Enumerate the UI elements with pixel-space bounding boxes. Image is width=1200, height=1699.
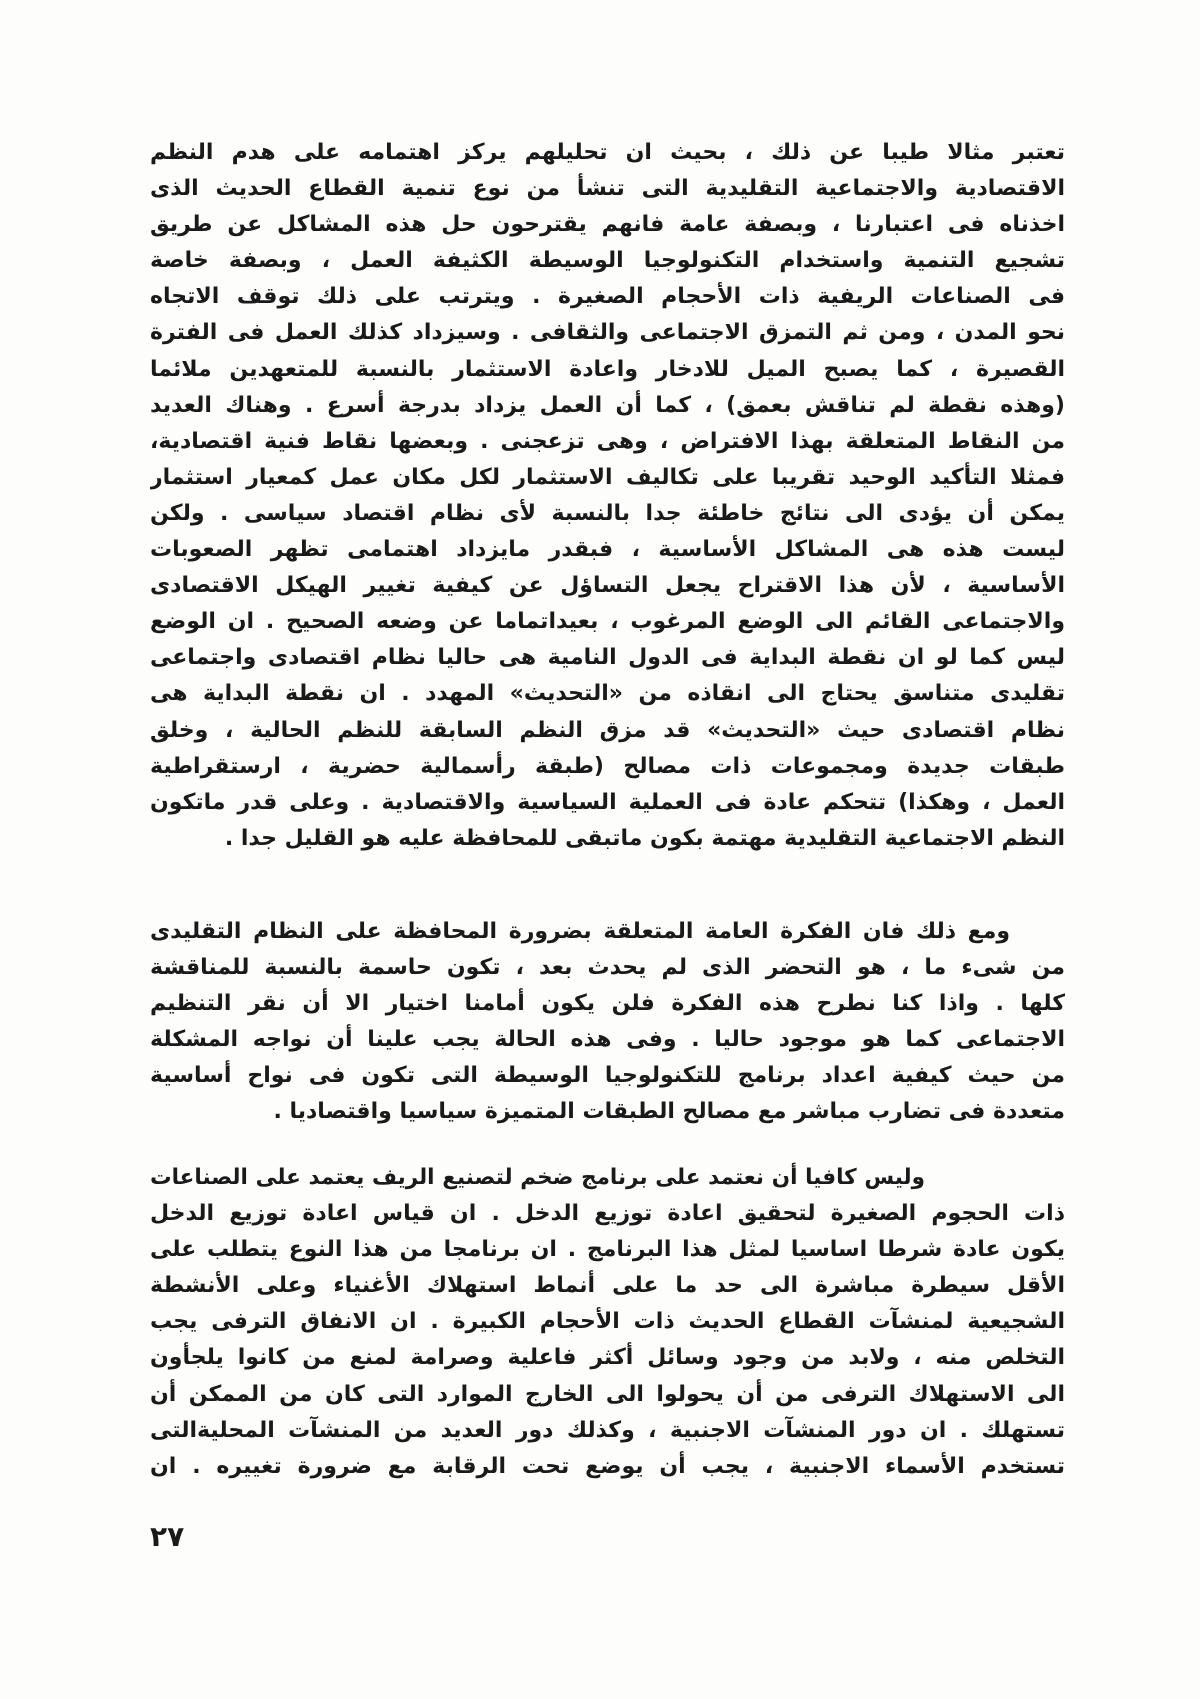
text-line: طبقات جديدة ومجموعات ذات مصالح (طبقة رأسمالية حضرية ، ارستقراطية <box>150 753 1065 779</box>
text-line: القصيرة ، كما يصبح الميل للادخار واعادة الاستثمار بالنسبة للمتعهدين ملائما <box>150 356 1065 382</box>
text-line: نحو المدن ، ومن ثم التمزق الاجتماعى والثقافى . وسيزداد كذلك العمل فى الفترة <box>150 320 1065 346</box>
text-line: تقليدى متناسق يحتاج الى انقاذه من «التحديث» المهدد . ان نقطة البداية هى <box>150 681 1065 707</box>
text-line: التخلص منه ، ولابد من وجود وسائل أكثر فاعلية وصرامة لمنع من كانوا يلجأون <box>150 1345 1065 1371</box>
text-line: الأساسية ، لأن هذا الاقتراح يجعل التساؤل عن كيفية تغيير الهيكل الاقتصادى <box>150 573 1065 599</box>
text-line: الأقل سيطرة مباشرة الى حد ما على أنماط استهلاك الأغنياء وعلى الأنشطة <box>150 1273 1065 1299</box>
text-line: (وهذه نقطة لم تناقش بعمق) ، كما أن العمل يزداد بدرجة أسرع . وهناك العديد <box>150 392 1065 418</box>
text-line: تستهلك . ان دور المنشآت الاجنبية ، وكذلك دور العديد من المنشآت المحليةالتى <box>150 1417 1065 1443</box>
text-line: كلها . واذا كنا نطرح هذه الفكرة فلن يكون أمامنا اختيار الا أن نقر التنظيم <box>150 991 1065 1017</box>
text-line: وليس كافيا أن نعتمد على برنامج ضخم لتصنيع الريف يعتمد على الصناعات <box>150 1165 925 1190</box>
text-line: العمل ، وهكذا) تتحكم عادة فى العملية السياسية والاقتصادية . وعلى قدر ماتكون <box>150 789 1065 815</box>
text-line: يمكن أن يؤدى الى نتائج خاطئة جدا بالنسبة لأى نظام اقتصاد سياسى . ولكن <box>150 500 1065 526</box>
text-line: من شىء ما ، هو التحضر الذى لم يحدث بعد ، تكون حاسمة بالنسبة للمناقشة <box>150 955 1065 981</box>
text-line: يكون عادة شرطا اساسيا لمثل هذا البرنامج . ان برنامجا من هذا النوع يتطلب على <box>150 1237 1065 1263</box>
text-line: النظم الاجتماعية التقليدية مهتمة بكون ماتبقى للمحافظة عليه هو القليل جدا . <box>224 825 1065 851</box>
paragraph-2 <box>150 914 1065 1131</box>
text-line: اخذناه فى اعتبارنا ، وبصفة عامة فانهم يقترحون حل هذه المشاكل عن طريق <box>150 212 1065 238</box>
text-line: الى الاستهلاك الترفى من أن يحولوا الى الخارج الموارد التى كان من الممكن أن <box>150 1381 1065 1407</box>
text-line: ومع ذلك فان الفكرة العامة المتعلقة بضرورة المحافظة على النظام التقليدى <box>150 919 1010 944</box>
text-line: تستخدم الأسماء الاجنبية ، يجب أن يوضع تحت الرقابة مع ضرورة تغييره . ان <box>150 1453 1065 1479</box>
text-line: فى الصناعات الريفية ذات الأحجام الصغيرة . ويترتب على ذلك توقف الاتجاه <box>150 284 1065 310</box>
paragraph-3 <box>150 1160 1065 1485</box>
text-line: من حيث كيفية اعداد برنامج للتكنولوجيا الوسيطة التى تكون فى نواح أساسية <box>150 1063 1065 1089</box>
text-line: الاجتماعى كما هو موجود حاليا . وفى هذه الحالة يجب علينا أن نواجه المشكلة <box>150 1027 1065 1053</box>
text-line: ذات الحجوم الصغيرة لتحقيق اعادة توزيع الدخل . ان قياس اعادة توزيع الدخل <box>150 1201 1065 1227</box>
text-line: الاقتصادية والاجتماعية التقليدية التى تنشأ من نوع تنمية القطاع الحديث الذى <box>150 176 1065 202</box>
text-line: ليس كما لو ان نقطة البداية فى الدول النامية هى حاليا نظام اقتصادى واجتماعى <box>150 645 1065 671</box>
text-line: تشجيع التنمية واستخدام التكنولوجيا الوسيطة الكثيفة العمل ، وبصفة خاصة <box>150 248 1065 274</box>
text-line: الشجيعية لمنشآت القطاع الحديث ذات الأحجام الكبيرة . ان الانفاق الترفى يجب <box>150 1309 1065 1335</box>
text-line: والاجتماعى القائم الى الوضع المرغوب ، بعيداتماما عن وضعه الصحيح . ان الوضع <box>150 609 1065 635</box>
text-line: نظام اقتصادى حيث «التحديث» قد مزق النظم السابقة للنظم الحالية ، وخلق <box>150 717 1065 743</box>
text-line: من النقاط المتعلقة بهذا الافتراض ، وهى تزعجنى . وبعضها نقاط فنية اقتصادية، <box>150 428 1065 454</box>
text-line: متعددة فى تضارب مباشر مع مصالح الطبقات المتميزة سياسيا واقتصاديا . <box>273 1099 1065 1125</box>
page-number: ٢٧ <box>150 1520 185 1553</box>
text-line: تعتبر مثالا طيبا عن ذلك ، بحيث ان تحليلهم يركز اهتمامه على هدم النظم <box>150 140 1065 165</box>
text-line: ليست هذه هى المشاكل الأساسية ، فبقدر مايزداد اهتمامى تظهر الصعوبات <box>150 537 1065 563</box>
text-line: فمثلا التأكيد الوحيد تقريبا على تكاليف الاستثمار لكل مكان عمل كمعيار استثمار <box>150 464 1065 490</box>
paragraph-1 <box>150 135 1065 857</box>
